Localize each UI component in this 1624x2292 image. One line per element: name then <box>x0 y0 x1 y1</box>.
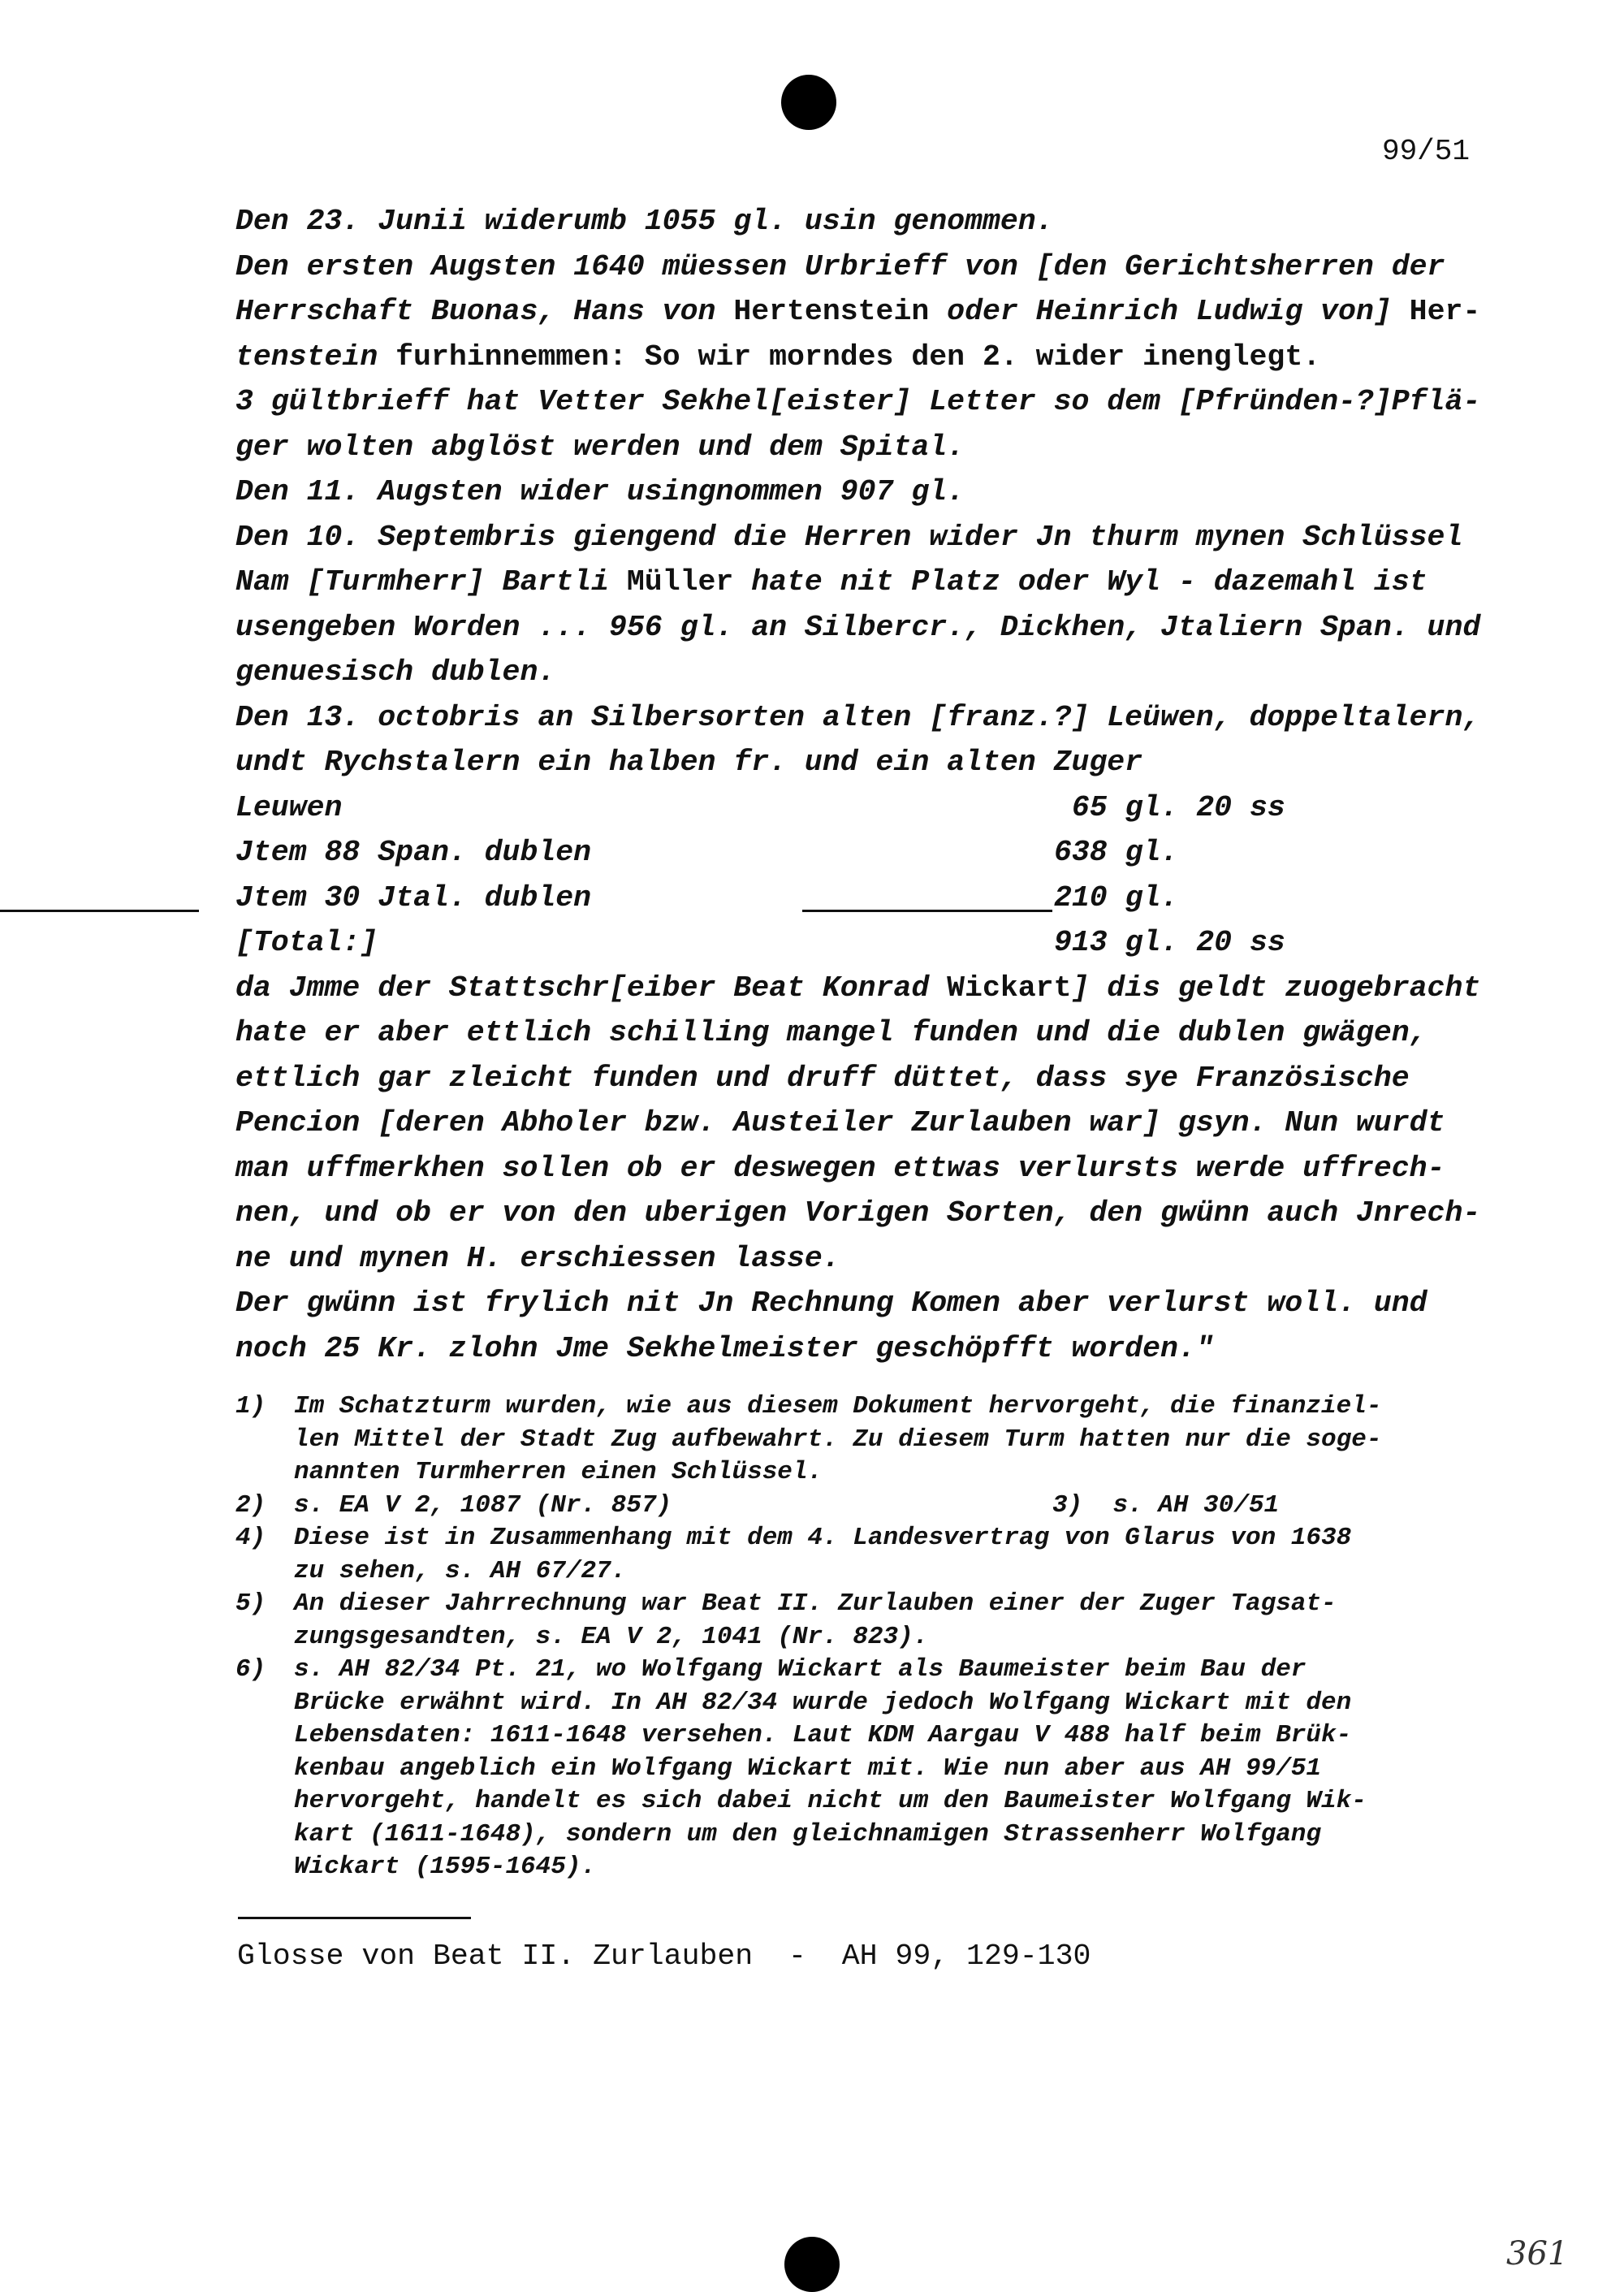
line-segment: ne und mynen H. erschiessen lasse. <box>235 1241 840 1275</box>
transcription-line <box>235 695 1481 741</box>
transcription-line <box>235 199 1474 244</box>
footnote-4 <box>235 1522 1482 1588</box>
footnote-5 <box>235 1588 1482 1654</box>
line-segment: genuesisch dublen. <box>235 655 556 689</box>
bold-name: Hertenstein <box>733 295 930 328</box>
line-segment: Nam [Turmherr] Bartli <box>235 565 627 599</box>
footnote-number: 6) <box>235 1655 266 1684</box>
line-segment: Den 10. Septembris giengend die Herren wider Jn thurm mynen Schlüssel <box>235 520 1463 554</box>
transcription-line <box>235 650 1474 695</box>
transcription-line <box>235 379 1481 425</box>
gloss-separator <box>238 1917 471 1919</box>
amount-row <box>235 830 1474 876</box>
footnote-line: len Mittel der Stadt Zug aufbewahrt. Zu diesem Turm hatten nur die soge- <box>294 1425 1382 1454</box>
footnote-line: s. AH 82/34 Pt. 21, wo Wolfgang Wickart als Baumeister beim Bau der <box>294 1655 1307 1684</box>
line-segment: hate nit Platz oder Wyl - dazemahl ist <box>733 565 1427 599</box>
line-segment: Pencion [deren Abholer bzw. Austeiler Zurlauben war] gsyn. Nun wurdt <box>235 1106 1445 1140</box>
transcription-line <box>235 1056 1474 1101</box>
footnote-number: 4) <box>235 1524 266 1552</box>
transcription-block-2 <box>235 966 1481 1372</box>
amount-value: 913 gl. 20 ss <box>1054 926 1285 959</box>
amount-item: [Total:] <box>235 926 378 959</box>
footnote-line: s. EA V 2, 1087 (Nr. 857) <box>294 1490 672 1520</box>
bold-name: Her- <box>1409 295 1481 328</box>
page-number: 99/51 <box>1381 135 1470 168</box>
footnote-line: zungsgesandten, s. EA V 2, 1041 (Nr. 823). <box>294 1622 929 1651</box>
transcription-line <box>235 244 1474 290</box>
line-segment: Den 11. Augsten wider usingnommen 907 gl. <box>235 475 965 508</box>
transcription-line <box>235 1281 1474 1326</box>
line-segment: noch 25 Kr. zlohn Jme Sekhelmeister geschöpfft worden." <box>235 1331 1214 1365</box>
transcription-line <box>235 1236 1474 1282</box>
footnote-number: 3) <box>1052 1490 1083 1520</box>
transcription-line <box>235 1010 1474 1056</box>
bold-name: furhinnemmen: So wir morndes den 2. wider inenglegt. <box>378 339 1321 374</box>
amount-item: Leuwen <box>235 790 343 824</box>
transcription-line <box>235 966 1481 1011</box>
footnote-line: zu sehen, s. AH 67/27. <box>294 1556 627 1585</box>
line-segment: nen, und ob er von den uberigen Vorigen Sorten, den gwünn auch Jnrech- <box>235 1196 1481 1230</box>
transcription-line <box>235 1146 1474 1191</box>
punch-hole-top <box>781 75 836 130</box>
footnote-line: kart (1611-1648), sondern um den gleichnamigen Strassenherr Wolfgang <box>294 1819 1322 1849</box>
bold-name: Wickart <box>947 971 1072 1005</box>
line-segment: Den 13. octobris an Silbersorten alten [franz.?] Leüwen, doppeltalern, <box>235 700 1481 734</box>
line-segment: Den 23. Junii widerumb 1055 gl. usin genommen. <box>235 205 1054 238</box>
amount-value: 210 gl. <box>1054 880 1179 915</box>
amount-value: 638 gl. <box>1054 836 1179 869</box>
transcription-body <box>235 199 1481 1371</box>
footnote-line: Brücke erwähnt wird. In AH 82/34 wurde jedoch Wolfgang Wickart mit den <box>294 1688 1352 1717</box>
line-segment: ger wolten abglöst werden und dem Spital. <box>235 430 965 464</box>
footnote-line: kenbau angeblich ein Wolfgang Wickart mit. Wie nun aber aus AH 99/51 <box>294 1754 1322 1783</box>
amount-row <box>235 876 1474 921</box>
footnote-line: Im Schatzturm wurden, wie aus diesem Dokument hervorgeht, die finanziel- <box>294 1392 1382 1421</box>
transcription-line <box>235 740 1474 785</box>
line-segment: 3 gültbrieff hat Vetter Sekhel[eister] Letter so dem [Pfründen-?]Pflä- <box>235 385 1481 418</box>
transcription-line <box>235 289 1481 335</box>
footnote-number: 2) <box>235 1490 266 1520</box>
footnotes <box>235 1390 1482 1884</box>
footnote-line: Wickart (1595-1645). <box>294 1853 597 1881</box>
line-segment: Den ersten Augsten 1640 müessen Urbrieff von [den Gerichtsherren der <box>235 249 1445 283</box>
footnote-line: s. AH 30/51 <box>1112 1490 1280 1520</box>
transcription-line <box>235 469 1474 515</box>
amount-row <box>235 920 1474 966</box>
amount-row <box>235 785 1474 831</box>
footnote-2-3 <box>235 1490 1482 1523</box>
line-segment: undt Rychstalern ein halben fr. und ein alten Zuger <box>235 746 1143 779</box>
footnote-1 <box>235 1390 1482 1490</box>
line-segment: Der gwünn ist frylich nit Jn Rechnung Komen aber verlurst woll. und <box>235 1287 1427 1320</box>
item-underline <box>0 910 199 912</box>
amount-table <box>235 785 1474 966</box>
bold-name: Müller <box>626 565 734 599</box>
line-segment: oder Heinrich Ludwig von] <box>929 295 1410 328</box>
footnote-line: An dieser Jahrrechnung war Beat II. Zurlauben einer der Zuger Tagsat- <box>294 1589 1337 1618</box>
transcription-line <box>235 605 1481 651</box>
line-segment: da Jmme der Stattschr[eiber Beat Konrad <box>235 971 948 1005</box>
transcription-line <box>235 515 1474 560</box>
transcription-line <box>235 1326 1474 1372</box>
line-segment: Herrschaft Buonas, Hans von <box>235 295 734 328</box>
transcription-line <box>235 335 1474 380</box>
footnote-line: Diese ist in Zusammenhang mit dem 4. Landesvertrag von Glarus von 1638 <box>294 1524 1352 1552</box>
line-segment: ] dis geldt zuogebracht <box>1071 971 1481 1005</box>
footnote-line: hervorgeht, handelt es sich dabei nicht um den Baumeister Wolfgang Wik- <box>294 1787 1367 1815</box>
footnote-line: Lebensdaten: 1611-1648 versehen. Laut KDM Aargau V 488 half beim Brük- <box>294 1721 1352 1749</box>
transcription-line <box>235 1191 1481 1236</box>
sum-rule <box>802 910 1052 912</box>
transcription-block-1 <box>235 199 1481 785</box>
line-segment: usengeben Worden ... 956 gl. an Silbercr., Dickhen, Jtaliern Span. und <box>235 610 1481 644</box>
gloss-source: Glosse von Beat II. Zurlauben - AH 99, 129-130 <box>237 1940 1091 1973</box>
line-segment: tenstein <box>235 339 378 374</box>
transcription-line <box>235 560 1474 605</box>
footnote-6 <box>235 1654 1482 1884</box>
footnote-number: 1) <box>235 1392 266 1421</box>
transcription-line <box>235 425 1474 470</box>
line-segment: man uffmerkhen sollen ob er deswegen ettwas verlursts werde uffrech- <box>235 1151 1445 1185</box>
footnote-line: nannten Turmherren einen Schlüssel. <box>294 1458 823 1486</box>
transcription-line <box>235 1101 1474 1146</box>
amount-value: 65 gl. 20 ss <box>1054 790 1285 824</box>
handwritten-page-note: 361 <box>1506 2235 1569 2273</box>
line-segment: ettlich gar zleicht funden und druff düttet, dass sye Französische <box>235 1061 1410 1095</box>
line-segment: hate er aber ettlich schilling mangel funden und die dublen gwägen, <box>235 1016 1427 1049</box>
punch-hole-bottom <box>784 2237 840 2292</box>
amount-item: Jtem 30 Jtal. dublen <box>235 880 592 915</box>
footnote-number: 5) <box>235 1589 266 1618</box>
amount-item: Jtem 88 Span. dublen <box>235 836 592 869</box>
